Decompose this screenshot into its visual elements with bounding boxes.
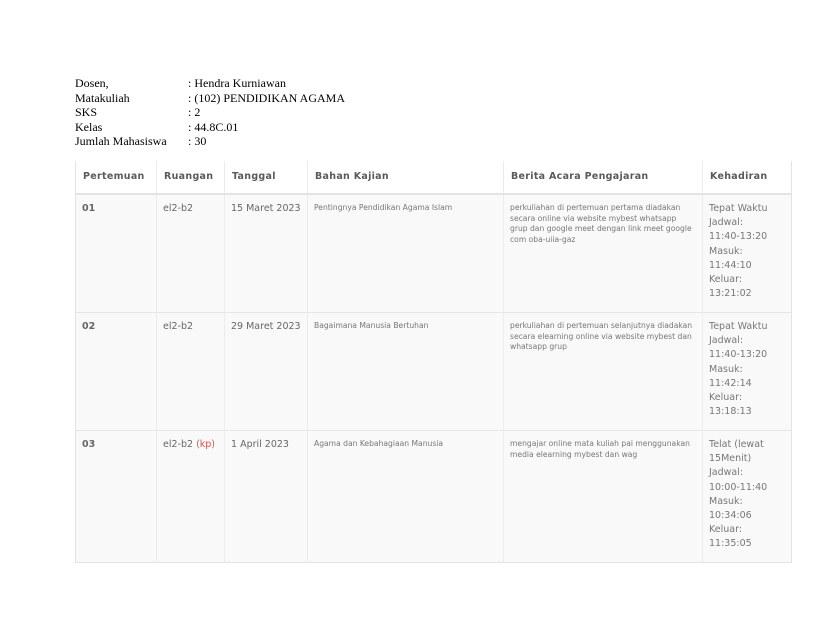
info-value: : (102) PENDIDIKAN AGAMA (188, 90, 345, 105)
cell-berita-acara: mengajar online mata kuliah pai menggunakan media elearning mybest dan wag (504, 431, 703, 563)
jadwal-value: 10:00-11:40 (709, 481, 768, 493)
info-row-jumlah-mahasiswa (75, 134, 345, 149)
keluar-label: Keluar: (709, 524, 743, 536)
cell-ruangan (157, 313, 225, 431)
header-bahan-kajian: Bahan Kajian (308, 161, 504, 194)
header-tanggal: Tanggal (225, 161, 308, 194)
header-pertemuan: Pertemuan (76, 161, 157, 194)
cell-pertemuan: 01 (76, 194, 157, 313)
cell-ruangan (157, 194, 225, 313)
keluar-value: 11:35:05 (709, 538, 752, 550)
cell-tanggal: 1 April 2023 (225, 431, 308, 563)
jadwal-value: 11:40-13:20 (709, 231, 768, 243)
cell-ruangan (157, 431, 225, 563)
jadwal-value: 11:40-13:20 (709, 349, 768, 361)
cell-tanggal: 29 Maret 2023 (225, 313, 308, 431)
info-label: Jumlah Mahasiswa (75, 134, 167, 149)
info-row-kelas (75, 120, 345, 135)
attendance-status: Tepat Waktu (709, 321, 768, 332)
meeting-table (75, 161, 792, 563)
header-ruangan: Ruangan (157, 161, 225, 194)
info-value: : 2 (188, 105, 201, 120)
info-value: : Hendra Kurniawan (188, 76, 286, 90)
cell-kehadiran (703, 431, 792, 563)
cell-bahan-kajian: Pentingnya Pendidikan Agama Islam (308, 194, 504, 313)
jadwal-label: Jadwal: (709, 217, 744, 229)
info-row-sks (75, 105, 345, 120)
cell-kehadiran (703, 313, 792, 431)
cell-pertemuan: 02 (76, 313, 157, 431)
attendance-status: Telat (lewat 15Menit) (709, 439, 764, 465)
info-row-dosen (75, 76, 345, 91)
jadwal-label: Jadwal: (709, 467, 744, 479)
cell-tanggal: 15 Maret 2023 (225, 194, 308, 313)
table-header-row (76, 161, 792, 194)
cell-berita-acara: perkuliahan di pertemuan pertama diadakan secara online via website mybest whatsapp grup dan google meet dengan link meet google com oba-uiia-gaz (504, 194, 703, 313)
cell-bahan-kajian: Bagaimana Manusia Bertuhan (308, 313, 504, 431)
masuk-label: Masuk: (709, 495, 743, 507)
masuk-value: 10:34:06 (709, 510, 752, 522)
info-label: SKS (75, 105, 98, 120)
ruangan-text: el2-b2 (163, 439, 194, 450)
table-row (76, 431, 792, 563)
cell-bahan-kajian: Agama dan Kebahagiaan Manusia (308, 431, 504, 563)
cell-kehadiran (703, 194, 792, 313)
header-berita-acara: Berita Acara Pengajaran (504, 161, 703, 194)
table-row (76, 194, 792, 313)
ruangan-text: el2-b2 (163, 203, 194, 214)
ruangan-text: el2-b2 (163, 321, 194, 332)
masuk-label: Masuk: (709, 363, 743, 375)
cell-pertemuan: 03 (76, 431, 157, 563)
info-value: : 30 (188, 134, 207, 149)
keluar-value: 13:18:13 (709, 406, 752, 418)
keluar-value: 13:21:02 (709, 288, 752, 300)
info-value: : 44.8C.01 (188, 119, 239, 134)
keluar-label: Keluar: (709, 274, 743, 286)
masuk-value: 11:44:10 (709, 259, 752, 271)
jadwal-label: Jadwal: (709, 335, 744, 347)
info-row-matakuliah (75, 91, 345, 106)
masuk-label: Masuk: (709, 245, 743, 257)
attendance-status: Tepat Waktu (709, 203, 768, 214)
info-label: Matakuliah (75, 90, 130, 105)
info-label: Kelas (75, 119, 103, 134)
kp-flag: (kp) (196, 439, 216, 450)
table-row (76, 313, 792, 431)
keluar-label: Keluar: (709, 392, 743, 404)
cell-berita-acara: perkuliahan di pertemuan selanjutnya diadakan secara elearning online via website mybest dan whatsapp grup (504, 313, 703, 431)
masuk-value: 11:42:14 (709, 377, 752, 389)
course-info (75, 76, 345, 149)
info-label: Dosen, (75, 76, 109, 90)
header-kehadiran: Kehadiran (703, 161, 792, 194)
